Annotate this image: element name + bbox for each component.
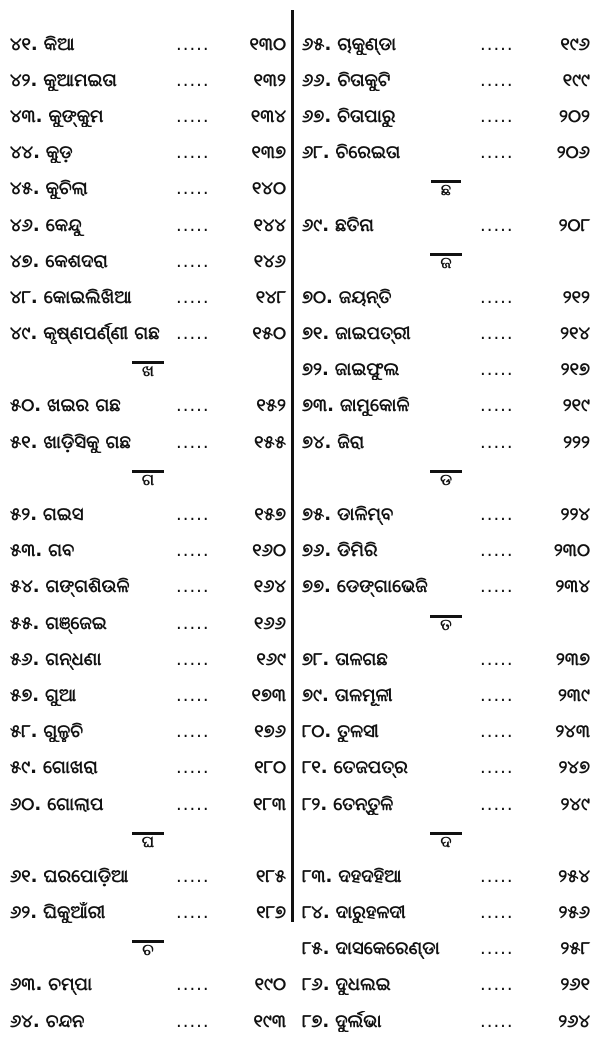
page-number: ୧୯୦ xyxy=(254,974,286,996)
entry-number: ୬୫. xyxy=(302,33,332,55)
leader-dots: ..... xyxy=(480,684,514,706)
index-entry xyxy=(302,135,590,171)
leader-dots: ..... xyxy=(480,504,514,526)
entry-number: ୫୧. xyxy=(10,431,38,453)
page-number: ୨୧୪ xyxy=(560,323,590,345)
entry-number: ୪୪. xyxy=(10,142,40,164)
page-number: ୧୪୬ xyxy=(253,250,286,272)
entry-name: ଗଇସ xyxy=(43,504,84,526)
entry-name: ଘରପୋଡ଼ିଆ xyxy=(43,865,129,887)
leader-dots: ..... xyxy=(176,793,210,815)
entry-name: ଦୁର୍ଲଭା xyxy=(335,1010,382,1032)
leader-dots: ..... xyxy=(176,395,210,417)
page-number: ୧୪୮ xyxy=(255,286,286,308)
leader-dots: ..... xyxy=(176,214,210,236)
entry-number: ୭୩. xyxy=(302,395,335,417)
index-entry xyxy=(10,98,286,134)
entry-name: ଡିମିରି xyxy=(337,540,378,562)
entry-name: ଜାମୁକୋଳି xyxy=(340,395,410,417)
entry-name: ଜୟନ୍ତି xyxy=(338,286,392,308)
leader-dots: ..... xyxy=(176,540,210,562)
entry-name: ଖଇର ଗଛ xyxy=(47,395,121,417)
entry-name: କୋଇଲିଖିଆ xyxy=(43,286,132,308)
index-entry xyxy=(302,931,590,967)
entry-name: ଦୁଧଲଇ xyxy=(335,974,391,996)
entry-number: ୪୨. xyxy=(10,69,38,91)
leader-dots: ..... xyxy=(480,793,514,815)
leader-dots: ..... xyxy=(480,865,514,887)
leader-dots: ..... xyxy=(176,974,210,996)
entry-name: ଗବ xyxy=(48,540,75,562)
page-number: ୧୯୩ xyxy=(253,1010,286,1032)
entry-number: ୬୧. xyxy=(10,865,38,887)
index-entry xyxy=(10,316,286,352)
leader-dots: ..... xyxy=(176,865,210,887)
leader-dots: ..... xyxy=(176,323,210,345)
leader-dots: ..... xyxy=(176,69,210,91)
entry-number: ୭୦. xyxy=(302,286,333,308)
entry-number: ୫୪. xyxy=(10,576,40,598)
index-entry xyxy=(10,26,286,62)
page-number: ୨୩୪ xyxy=(555,576,590,598)
entry-number: ୮୧. xyxy=(302,757,328,779)
entry-name: ତାଳଗଛ xyxy=(335,648,388,670)
section-header xyxy=(302,605,590,641)
page-number: ୨୪୩ xyxy=(555,721,590,743)
entry-name: ଚିତାକୁଟି xyxy=(337,69,391,91)
index-entry xyxy=(10,895,286,931)
leader-dots: ..... xyxy=(176,1010,210,1032)
entry-number: ୮୪. xyxy=(302,902,330,924)
index-entry xyxy=(10,967,286,1003)
entry-number: ୪୯. xyxy=(10,323,38,345)
entry-number: ୬୮. xyxy=(302,142,330,164)
page-number: ୨୧୭ xyxy=(560,359,590,381)
page-number: ୧୪୪ xyxy=(253,214,286,236)
leader-dots: ..... xyxy=(176,648,210,670)
leader-dots: ..... xyxy=(176,105,210,127)
entry-name: ଜିରା xyxy=(337,431,365,453)
index-entry xyxy=(302,895,590,931)
leader-dots: ..... xyxy=(176,612,210,634)
entry-number: ୬୩. xyxy=(10,974,43,996)
index-entry xyxy=(302,388,590,424)
entry-name: ଡାଳିମ୍ବ xyxy=(337,504,394,526)
entry-name: ଡେଙ୍ଗାଭେଜି xyxy=(336,576,428,598)
entry-number: ୭୫. xyxy=(302,504,332,526)
page-number: ୨୫୬ xyxy=(558,902,590,924)
index-entry xyxy=(10,533,286,569)
entry-name: ଚମ୍ପା xyxy=(48,974,93,996)
entry-name: ଛତିନା xyxy=(335,214,374,236)
entry-number: ୫୫. xyxy=(10,612,40,634)
entry-name: କୁଙ୍କୁମ xyxy=(48,105,104,127)
index-entry xyxy=(10,279,286,315)
entry-name: ଦାସକେରେଣ୍ଡା xyxy=(335,938,440,960)
index-entry xyxy=(10,786,286,822)
entry-name: ତେନ୍ତୁଳି xyxy=(333,793,394,815)
entry-number: ୪୮. xyxy=(10,286,38,308)
entry-name: ତାଳମୂଳୀ xyxy=(334,684,393,706)
entry-number: ୬୭. xyxy=(302,105,332,127)
page-number: ୨୬୧ xyxy=(560,974,590,996)
page-number: ୧୩୨ xyxy=(253,69,286,91)
leader-dots: ..... xyxy=(176,902,210,924)
index-entry xyxy=(302,316,590,352)
section-letter: ଦ xyxy=(430,832,461,849)
section-header xyxy=(10,460,286,496)
entry-name: ତେଜପତ୍ର xyxy=(333,757,408,779)
index-entry xyxy=(302,26,590,62)
entry-number: ୮୭. xyxy=(302,1010,330,1032)
leader-dots: ..... xyxy=(176,576,210,598)
page-number: ୨୨୪ xyxy=(560,504,590,526)
page-number: ୧୬୦ xyxy=(252,540,286,562)
page-number: ୧୩୪ xyxy=(250,105,286,127)
entry-number: ୪୭. xyxy=(10,250,40,272)
leader-dots: ..... xyxy=(176,721,210,743)
section-letter: ଖ xyxy=(132,361,164,378)
entry-name: ଗୋଖରା xyxy=(43,757,98,779)
leader-dots: ..... xyxy=(176,684,210,706)
entry-number: ୭୪. xyxy=(302,431,332,453)
left-index-column xyxy=(10,26,286,1039)
entry-number: ୬୯. xyxy=(302,214,330,236)
entry-name: କେଶଦରା xyxy=(45,250,108,272)
leader-dots: ..... xyxy=(176,178,210,200)
entry-name: କୁଡ଼ xyxy=(45,142,73,164)
entry-name: ଚିରେଇତା xyxy=(335,142,401,164)
page-number: ୨୫୮ xyxy=(560,938,590,960)
entry-name: କିଆ xyxy=(43,33,75,55)
leader-dots: ..... xyxy=(480,286,514,308)
leader-dots: ..... xyxy=(176,250,210,272)
entry-name: ଜାଇପତ୍ରୀ xyxy=(335,323,411,345)
entry-name: ଗୁଳୁଚି xyxy=(43,721,84,743)
entry-number: ୭୨. xyxy=(302,359,329,381)
page-number: ୨୪୭ xyxy=(558,757,590,779)
leader-dots: ..... xyxy=(480,648,514,670)
leader-dots: ..... xyxy=(480,974,514,996)
index-entry xyxy=(302,641,590,677)
index-entry xyxy=(10,207,286,243)
entry-name: ଘିକୁଆଁରୀ xyxy=(43,902,106,924)
index-entry xyxy=(10,569,286,605)
entry-number: ୪୫. xyxy=(10,178,40,200)
column-divider xyxy=(291,10,294,922)
page-number: ୧୬୪ xyxy=(253,576,286,598)
section-header xyxy=(302,171,590,207)
leader-dots: ..... xyxy=(480,721,514,743)
index-entry xyxy=(10,714,286,750)
index-entry xyxy=(302,62,590,98)
index-entry xyxy=(302,569,590,605)
page-number: ୨୧୨ xyxy=(562,286,590,308)
leader-dots: ..... xyxy=(176,431,210,453)
leader-dots: ..... xyxy=(480,938,514,960)
index-entry xyxy=(10,641,286,677)
entry-number: ୪୬. xyxy=(10,214,40,236)
index-entry xyxy=(302,352,590,388)
entry-name: ଜାଇଫୁଲ xyxy=(334,359,400,381)
index-entry xyxy=(10,858,286,894)
leader-dots: ..... xyxy=(480,540,514,562)
section-letter: ଘ xyxy=(132,832,164,849)
index-entry xyxy=(10,496,286,532)
entry-number: ୬୦. xyxy=(10,793,42,815)
section-header xyxy=(10,822,286,858)
section-letter: ତ xyxy=(430,615,461,632)
page-number: ୨୧୯ xyxy=(562,395,590,417)
index-entry xyxy=(302,207,590,243)
page-number: ୧୬୯ xyxy=(256,648,286,670)
leader-dots: ..... xyxy=(480,142,514,164)
page-number: ୨୩୦ xyxy=(553,540,590,562)
page-number: ୧୫୫ xyxy=(254,431,286,453)
page-number: ୧୮୦ xyxy=(254,757,286,779)
entry-name: ଗୋଲାପ xyxy=(47,793,104,815)
page-number: ୧୭୩ xyxy=(251,684,286,706)
entry-number: ୮୩. xyxy=(302,865,333,887)
entry-number: ୫୦. xyxy=(10,395,42,417)
entry-number: ୭୮. xyxy=(302,648,330,670)
page-number: ୧୮୫ xyxy=(255,865,286,887)
index-entry xyxy=(302,677,590,713)
entry-number: ୫୨. xyxy=(10,504,38,526)
section-header xyxy=(302,243,590,279)
page-number: ୧୮୩ xyxy=(253,793,286,815)
index-entry xyxy=(10,62,286,98)
section-letter: ଗ xyxy=(132,470,164,487)
index-entry xyxy=(302,786,590,822)
entry-name: ଚନ୍ଦନ xyxy=(45,1010,85,1032)
page-number: ୧୩୭ xyxy=(251,142,286,164)
page-number: ୧୯୬ xyxy=(560,33,590,55)
index-entry xyxy=(10,424,286,460)
leader-dots: ..... xyxy=(176,757,210,779)
leader-dots: ..... xyxy=(480,69,514,91)
section-header xyxy=(302,460,590,496)
entry-number: ୬୪. xyxy=(10,1010,40,1032)
index-entry xyxy=(302,858,590,894)
leader-dots: ..... xyxy=(480,431,514,453)
page-number: ୨୦୮ xyxy=(558,214,590,236)
index-entry xyxy=(10,171,286,207)
index-entry xyxy=(302,279,590,315)
entry-name: କୁଚିଲା xyxy=(45,178,88,200)
leader-dots: ..... xyxy=(480,105,514,127)
leader-dots: ..... xyxy=(480,395,514,417)
index-entry xyxy=(302,750,590,786)
page-number: ୨୫୪ xyxy=(558,865,590,887)
entry-number: ୫୩. xyxy=(10,540,43,562)
entry-name: ଗଞ୍ଜେଇ xyxy=(45,612,107,634)
entry-number: ୮୨. xyxy=(302,793,328,815)
index-entry xyxy=(10,605,286,641)
entry-name: ଗଙ୍ଗଶିଉଳି xyxy=(45,576,130,598)
page-number: ୧୯୯ xyxy=(562,69,590,91)
entry-name: କୁଆମଇତା xyxy=(43,69,117,91)
page-number: ୧୮୭ xyxy=(256,902,286,924)
page-number: ୨୩୭ xyxy=(555,648,590,670)
section-header xyxy=(10,352,286,388)
entry-number: ୪୩. xyxy=(10,105,43,127)
entry-number: ୮୬. xyxy=(302,974,330,996)
leader-dots: ..... xyxy=(480,359,514,381)
entry-name: ତୁଳସୀ xyxy=(337,721,379,743)
leader-dots: ..... xyxy=(176,286,210,308)
entry-number: ୭୯. xyxy=(302,684,329,706)
index-entry xyxy=(10,388,286,424)
leader-dots: ..... xyxy=(176,33,210,55)
leader-dots: ..... xyxy=(480,1010,514,1032)
entry-name: ଗୁଆ xyxy=(45,684,77,706)
index-entry xyxy=(10,243,286,279)
leader-dots: ..... xyxy=(480,214,514,236)
index-entry xyxy=(302,98,590,134)
page-number: ୧୭୬ xyxy=(254,721,286,743)
leader-dots: ..... xyxy=(480,576,514,598)
page-number: ୧୫୦ xyxy=(252,323,286,345)
entry-number: ୬୨. xyxy=(10,902,38,924)
entry-number: ୮୫. xyxy=(302,938,330,960)
page-number: ୧୪୦ xyxy=(252,178,286,200)
entry-name: ଚାକୁଣ୍ଡା xyxy=(337,33,397,55)
page-number: ୧୩୦ xyxy=(249,33,286,55)
entry-name: ଖାଡ଼ିସିକୁ ଗଛ xyxy=(43,431,131,453)
section-header xyxy=(302,822,590,858)
leader-dots: ..... xyxy=(176,504,210,526)
entry-name: ଗନ୍ଧଣା xyxy=(45,648,102,670)
index-entry xyxy=(10,750,286,786)
page-number: ୧୫୭ xyxy=(254,504,286,526)
section-header xyxy=(10,931,286,967)
leader-dots: ..... xyxy=(480,33,514,55)
index-entry xyxy=(302,424,590,460)
leader-dots: ..... xyxy=(480,323,514,345)
page-number: ୨୬୪ xyxy=(558,1010,590,1032)
entry-name: ଦହଦହିଆ xyxy=(338,865,402,887)
entry-number: ୫୬. xyxy=(10,648,40,670)
page-number: ୧୫୨ xyxy=(256,395,286,417)
index-entry xyxy=(10,677,286,713)
index-entry xyxy=(10,135,286,171)
entry-number: ୭୧. xyxy=(302,323,330,345)
section-letter: ଡ xyxy=(430,470,462,487)
right-index-column xyxy=(302,26,590,1039)
leader-dots: ..... xyxy=(480,902,514,924)
index-entry xyxy=(302,967,590,1003)
index-entry xyxy=(10,1003,286,1039)
entry-number: ୫୮. xyxy=(10,721,38,743)
index-entry xyxy=(302,533,590,569)
leader-dots: ..... xyxy=(176,142,210,164)
page-number: ୨୦୬ xyxy=(556,142,590,164)
entry-name: ଚିତାପାରୁ xyxy=(337,105,396,127)
section-letter: ଜ xyxy=(430,253,461,270)
index-entry xyxy=(302,496,590,532)
entry-name: କେନ୍ଦୁ xyxy=(45,214,82,236)
page-number: ୨୦୨ xyxy=(559,105,590,127)
entry-number: ୭୬. xyxy=(302,540,332,562)
page-number: ୨୩୯ xyxy=(557,684,590,706)
entry-name: କୃଷ୍ଣପର୍ଣ୍ଣୀ ଗଛ xyxy=(43,323,160,345)
entry-name: ଦାରୁହଳଦୀ xyxy=(335,902,406,924)
entry-number: ୬୬. xyxy=(302,69,332,91)
page-number: ୨୪୯ xyxy=(560,793,590,815)
section-letter: ଚ xyxy=(132,940,163,957)
entry-number: ୫୯. xyxy=(10,757,38,779)
page-number: ୨୨୨ xyxy=(563,431,590,453)
page-number: ୧୬୬ xyxy=(254,612,286,634)
index-entry xyxy=(302,714,590,750)
index-entry xyxy=(302,1003,590,1039)
entry-number: ୭୭. xyxy=(302,576,331,598)
entry-number: ୪୧. xyxy=(10,33,38,55)
entry-number: ୫୭. xyxy=(10,684,40,706)
entry-number: ୮୦. xyxy=(302,721,332,743)
leader-dots: ..... xyxy=(480,757,514,779)
section-letter: ଛ xyxy=(431,180,461,197)
